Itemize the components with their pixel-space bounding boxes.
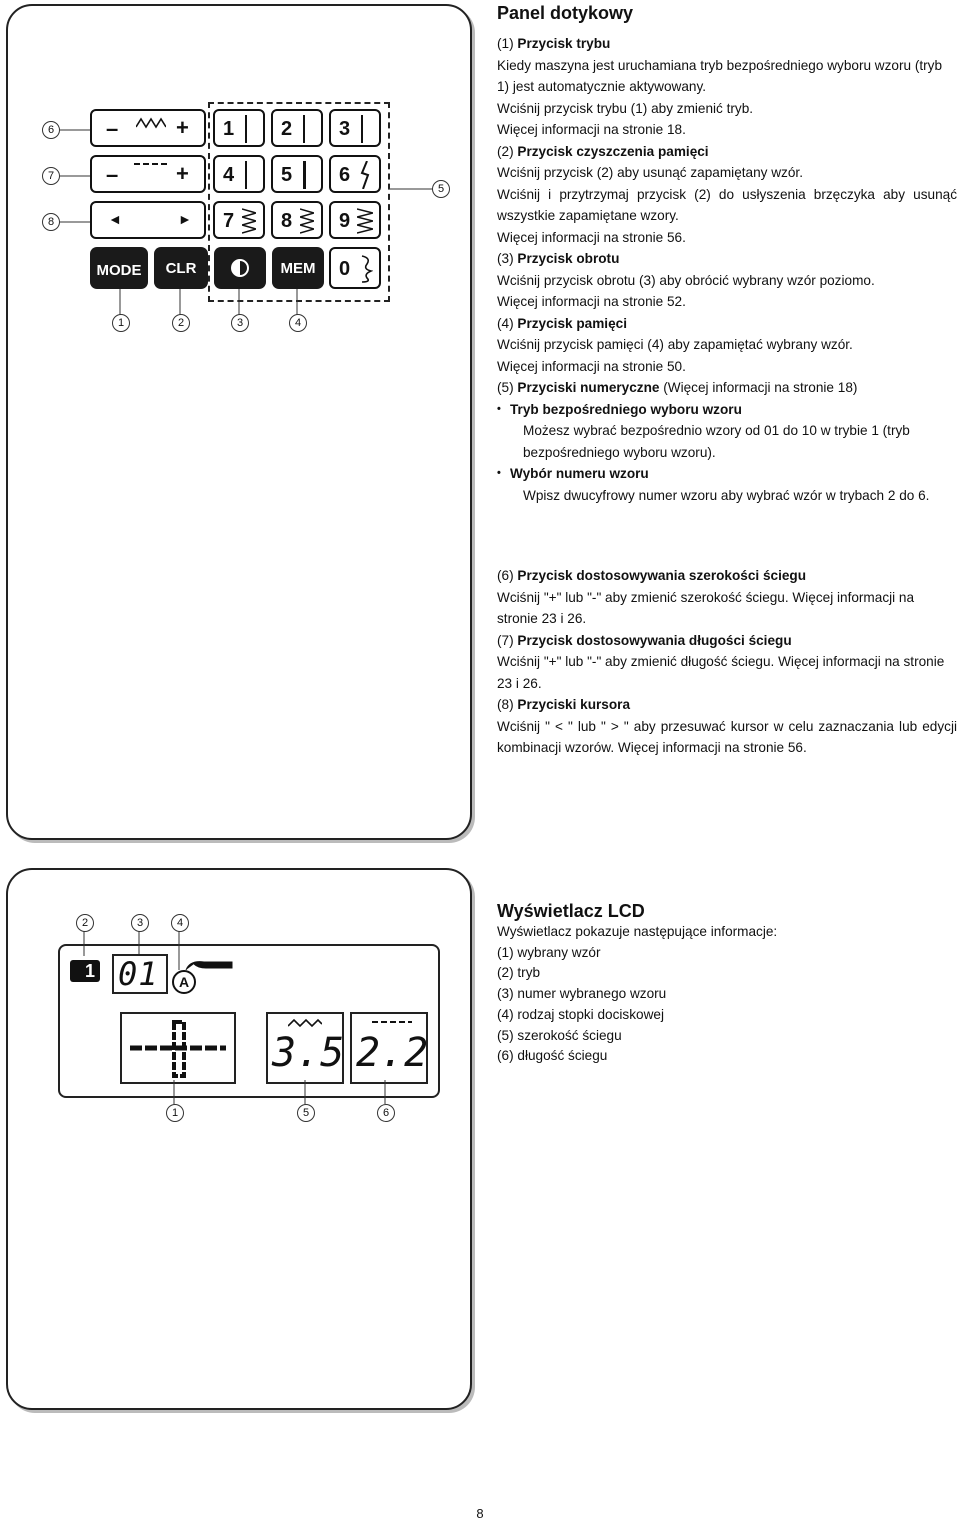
item-line: Wciśnij "+" lub "-" aby zmienić szerokość ściegu. Więcej informacji na stronie 23 i 26. [497, 589, 915, 626]
callout-4: 4 [289, 314, 307, 332]
item-line: Wciśnij przycisk obrotu (3) aby obrócić wybrany wzór poziomo. [497, 272, 875, 288]
callout-3: 3 [231, 314, 249, 332]
item-number: (8) [497, 697, 514, 712]
item-number: (6) [497, 568, 514, 583]
mode-label: MODE [96, 261, 142, 279]
callout-2: 2 [172, 314, 190, 332]
foot-letter: A [178, 974, 190, 990]
item-line: Wciśnij "+" lub "-" aby zmienić długość ściegu. Więcej informacji na stronie 23 i 26. [497, 654, 945, 691]
item-line: Więcej informacji na stronie 56. [497, 229, 686, 245]
item-title: Przycisk pamięci [517, 315, 627, 331]
callout-lines [8, 6, 470, 346]
item-title: Przycisk trybu [517, 36, 611, 51]
digit-label: 4 [223, 164, 235, 186]
lcd-item: (5) szerokość ściegu [497, 1027, 622, 1043]
item-line: Więcej informacji na stronie 50. [497, 358, 686, 374]
item-line: Wciśnij przycisk pamięci (4) aby zapamiętać wybrany wzór. [497, 337, 853, 352]
digit-label: 9 [339, 210, 351, 232]
callout-1: 1 [112, 314, 130, 332]
callout-8: 8 [42, 213, 60, 231]
item-number: (5) [497, 380, 514, 395]
lcd-callout-5: 5 [297, 1104, 315, 1122]
lcd-callout-3: 3 [131, 914, 149, 932]
left-arrow-icon: ◄ [108, 211, 122, 227]
digit-label: 7 [223, 210, 235, 232]
item-8-title [497, 694, 957, 716]
item-number: (2) [497, 143, 514, 159]
bullet-title: • Wybór numeru wzoru [497, 463, 957, 485]
item-title: Przycisk dostosowywania szerokości ściegu [517, 568, 807, 583]
item-7-title [497, 630, 957, 652]
item-6-title [497, 565, 957, 587]
item-line: Więcej informacji na stronie 18. [497, 122, 686, 137]
digit-label: 1 [223, 118, 235, 140]
lcd-item: (2) tryb [497, 965, 541, 981]
item-title: Przycisk dostosowywania długości ściegu [517, 632, 792, 648]
plus-sign: + [176, 161, 189, 186]
item-line: Wciśnij i przytrzymaj przycisk (2) do usłyszenia brzęczyka aby usunąć wszystkie zapamiętane wzory. [497, 186, 957, 223]
digit-label: 2 [281, 118, 293, 140]
lcd-item: (4) rodzaj stopki dociskowej [497, 1006, 664, 1022]
stitch-width-value: 3.5 [272, 1030, 345, 1076]
item-5-title [497, 377, 957, 399]
lcd-callout-6: 6 [377, 1104, 395, 1122]
bullet-title: • Tryb bezpośredniego wyboru wzoru [497, 399, 957, 421]
lcd-callout-lines [8, 870, 470, 1130]
item-number: (4) [497, 315, 514, 331]
minus-sign: – [106, 162, 119, 187]
item-suffix: (Więcej informacji na stronie 18) [659, 380, 858, 395]
item-line: Wciśnij przycisk (2) aby usunąć zapamiętany wzór. [497, 165, 803, 180]
item-line: Kiedy maszyna jest uruchamiana tryb bezpośredniego wyboru wzoru (tryb 1) jest automatycznie aktywowany. [497, 57, 943, 94]
digit-label: 8 [281, 210, 293, 232]
item-number: (1) [497, 36, 514, 51]
bullet-text: Wpisz dwucyfrowy numer wzoru aby wybrać wzór w trybach 2 do 6. [523, 487, 930, 503]
lcd-callout-2: 2 [76, 914, 94, 932]
digit-label: 6 [339, 164, 351, 186]
lcd-text [497, 900, 957, 1067]
lcd-intro: Wyświetlacz pokazuje następujące informacje: [497, 924, 778, 939]
plus-sign: + [176, 115, 189, 140]
item-2-title [497, 141, 957, 163]
lcd-figure-frame [6, 868, 472, 1410]
lcd-item: (3) numer wybranego wzoru [497, 986, 667, 1002]
lcd-item: (6) długość ściegu [497, 1048, 608, 1064]
clr-label: CLR [165, 259, 197, 277]
stitch-length-value: 2.2 [356, 1030, 429, 1076]
callout-5: 5 [432, 180, 450, 198]
digit-label: 0 [339, 258, 351, 280]
lcd-callout-1: 1 [166, 1104, 184, 1122]
item-line: Wciśnij przycisk trybu (1) aby zmienić tryb. [497, 100, 754, 116]
callout-6: 6 [42, 121, 60, 139]
lcd-callout-4: 4 [171, 914, 189, 932]
page-number: 8 [476, 1506, 484, 1521]
item-number: (7) [497, 632, 514, 648]
item-number: (3) [497, 251, 514, 266]
item-title: Przyciski numeryczne [517, 380, 660, 395]
item-title: Przyciski kursora [517, 697, 630, 712]
item-title: Przycisk obrotu [517, 251, 620, 266]
item-line: Wciśnij " < " lub " > " aby przesuwać kursor w celu zaznaczania lub edycji kombinacji wzorów. Więcej informacji na stronie 56. [497, 718, 957, 755]
item-line: Więcej informacji na stronie 52. [497, 294, 686, 309]
bullet-text: Możesz wybrać bezpośrednio wzory od 01 do 10 w trybie 1 (tryb bezpośredniego wyboru wzoru). [523, 423, 910, 460]
item-1-title [497, 33, 957, 55]
item-title: Przycisk czyszczenia pamięci [517, 143, 709, 159]
digit-label: 3 [339, 118, 351, 140]
lcd-item: (1) wybrany wzór [497, 944, 601, 960]
mem-label: MEM [280, 259, 316, 277]
panel-figure-frame [6, 4, 472, 840]
callout-7: 7 [42, 167, 60, 185]
lcd-heading: Wyświetlacz LCD [497, 901, 645, 921]
panel-text [497, 2, 957, 506]
digit-label: 5 [281, 164, 293, 186]
pattern-number: 01 [118, 955, 159, 993]
panel-heading: Panel dotykowy [497, 3, 634, 23]
mode-value: 1 [84, 961, 95, 981]
item-4-title [497, 313, 957, 335]
right-arrow-icon: ► [178, 211, 192, 227]
item-3-title [497, 248, 957, 270]
minus-sign: – [106, 116, 119, 141]
panel-text-lower [497, 565, 957, 759]
